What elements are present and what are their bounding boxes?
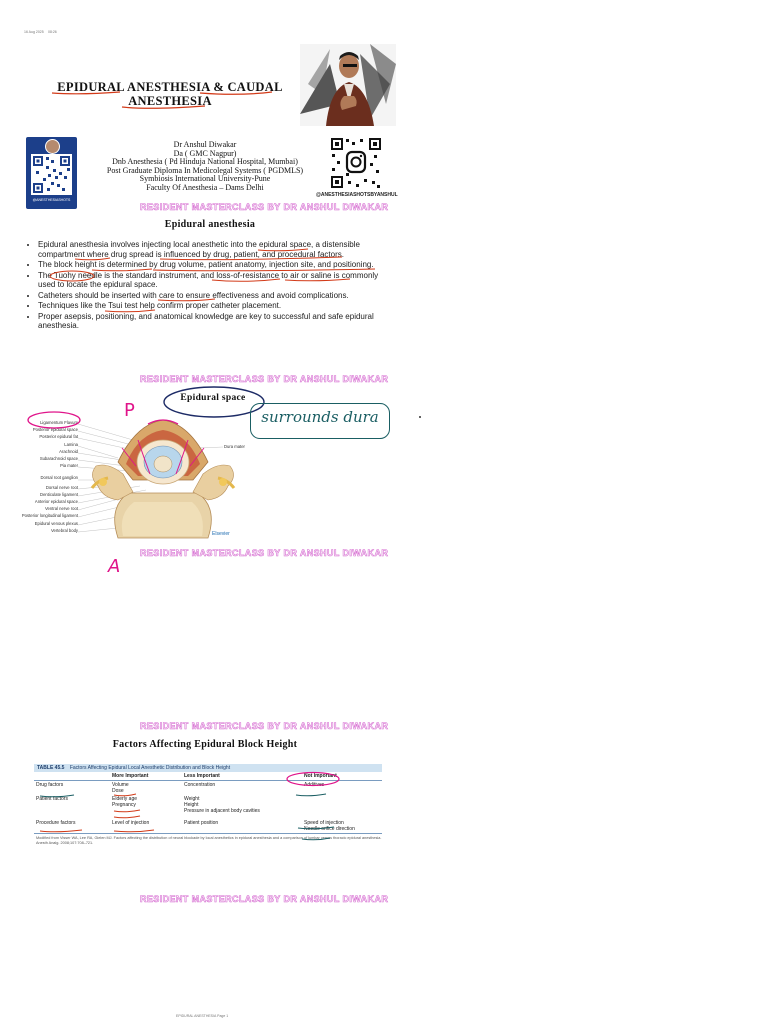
- cell-line: Volume: [112, 782, 129, 788]
- diagram-label: Ligamentum Flavum: [40, 420, 78, 425]
- diagram-label: Pia mater: [60, 463, 78, 468]
- author-line: Dr Anshul Diwakar: [173, 140, 237, 149]
- column-header: Not Important: [304, 773, 337, 779]
- watermark: RESIDENT MASTERCLASS BY DR ANSHUL DIWAKAR: [140, 548, 389, 558]
- watermark: RESIDENT MASTERCLASS BY DR ANSHUL DIWAKAR: [140, 374, 389, 384]
- header-date: 16 Aug 2025: [24, 30, 44, 34]
- table-annotations: [34, 764, 382, 844]
- diagram-label: Lamina: [64, 442, 78, 447]
- cell-line: Elderly age: [112, 796, 138, 802]
- qr-code-right: [330, 137, 382, 189]
- author-line: Post Graduate Diploma In Medicolegal Systems ( PGDMLS): [106, 165, 304, 175]
- table-cell: Patient factors: [36, 796, 68, 802]
- diagram-label: Subarachnoid space: [39, 456, 78, 461]
- author-line: Faculty Of Anesthesia – Dams Delhi: [146, 182, 264, 192]
- page-footer: EPIDURAL ANESTHESIA Page 1: [176, 1014, 229, 1018]
- label-circle-annotation: [26, 408, 86, 430]
- column-header: More Important: [112, 773, 149, 779]
- table-cell: Concentration: [184, 782, 216, 788]
- list-item: • Epidural anesthesia involves injecting local anesthetic into the epidural space, a distensible compartment where drug spread is influenced by drug, patient, and procedural factors.: [38, 240, 380, 259]
- table-cell: Additives: [304, 782, 325, 788]
- diagram-label: Vertebral body: [50, 528, 78, 533]
- source-mark: Elsevier: [212, 531, 230, 537]
- watermark: RESIDENT MASTERCLASS BY DR ANSHUL DIWAKAR: [140, 721, 389, 731]
- title-line-1: EPIDURAL ANESTHESIA & CAUDAL: [57, 80, 283, 94]
- cell-line: Pressure in adjacent body cavities: [184, 808, 260, 814]
- handwritten-letter-p: P: [124, 400, 135, 421]
- list-item: • Proper asepsis, positioning, and anatomical knowledge are key to successful and safe epidural anesthesia.: [38, 312, 380, 331]
- handwritten-letter-a: A: [108, 556, 121, 577]
- qr-code-left: [31, 154, 72, 195]
- watermark: RESIDENT MASTERCLASS BY DR ANSHUL DIWAKAR: [140, 894, 389, 904]
- author-line: Symbiosis International University-Pune: [139, 174, 271, 183]
- section-heading: Epidural anesthesia: [164, 219, 256, 230]
- list-item: • The Tuohy needle is the standard instrument, and loss-of-resistance to air or saline is commonly used to locate the epidural space.: [38, 271, 380, 290]
- diagram-label: Posterior epidural space: [32, 427, 78, 432]
- table-cell: Level of injection: [112, 820, 150, 826]
- diagram-label: Denticulate ligament: [40, 492, 78, 497]
- avatar: [45, 139, 60, 154]
- list-item: • The block height is determined by drug volume, patient anatomy, injection site, and positioning.: [38, 260, 380, 270]
- diagram-label: Dorsal root ganglion: [40, 475, 78, 480]
- epidural-anatomy-diagram: [78, 418, 248, 540]
- cell-line: Height: [184, 802, 199, 808]
- author-photo: [300, 44, 396, 126]
- stray-dot: [419, 416, 421, 418]
- diagram-label: Ventral nerve root: [44, 506, 78, 511]
- list-item: • Techniques like the Tsui test help confirm proper catheter placement.: [38, 301, 380, 311]
- header-time: 08:26: [48, 30, 57, 34]
- table-footnote: Modified from Visser WA, Lee RA, Gielen MJ. Factors affecting the distribution of neural blockade by local anesthetics in epidural anesthesia and a comparison of lumbar versus thoracic epidural anesthesia. Anesth Analg. 2008;107:708–721.: [36, 836, 382, 845]
- diagram-label: Anterior epidural space: [34, 499, 78, 504]
- qr-code-icon: [330, 137, 382, 189]
- bullet-annotations: [30, 240, 380, 340]
- cell-line: Pregnancy: [112, 802, 136, 808]
- author-line: Da ( GMC Nagpur): [173, 148, 237, 158]
- diagram-label: Epidural venous plexus: [34, 521, 78, 526]
- cell-line: Weight: [184, 796, 200, 802]
- table-cell: Procedure factors: [36, 820, 76, 826]
- diagram-label: Dorsal nerve root: [45, 485, 78, 490]
- qr-code-icon: [31, 154, 72, 195]
- instagram-handle: @ANESTHESIASHOTSBYANSHUL: [316, 192, 398, 198]
- author-line: Dnb Anesthesia ( Pd Hinduja National Hospital, Mumbai): [112, 157, 298, 166]
- watermark: RESIDENT MASTERCLASS BY DR ANSHUL DIWAKAR: [140, 202, 389, 212]
- cell-line: Needle orifice direction: [304, 826, 355, 832]
- diagram-label: Posterior longitudinal ligament: [21, 513, 78, 518]
- list-item: • Catheters should be inserted with care to ensure effectiveness and avoid complications.: [38, 291, 380, 301]
- author-credits: [90, 141, 320, 192]
- title-line-2: ANESTHESIA: [128, 93, 212, 108]
- diagram-label: Arachnoid: [59, 449, 78, 454]
- dura-label: Dura mater: [224, 444, 245, 449]
- diagram-label-column: [20, 418, 78, 536]
- handwritten-note: surrounds dura: [261, 408, 379, 426]
- table-caption: Factors Affecting Epidural Local Anesthetic Distribution and Block Height: [69, 765, 231, 771]
- table-cell: Drug factors: [36, 782, 64, 788]
- table-number: TABLE 45.5: [37, 765, 65, 771]
- author-portrait-illustration: [300, 44, 396, 126]
- section-heading: Factors Affecting Epidural Block Height: [112, 739, 298, 750]
- left-card-handle: @ANESTHESIASHOTS: [32, 198, 71, 202]
- section-heading: Epidural space: [180, 393, 246, 403]
- column-header: Less Important: [184, 773, 220, 779]
- diagram-label: Posterior epidural fat: [39, 434, 78, 439]
- table-cell: Patient position: [184, 820, 219, 826]
- cell-line: Speed of injection: [304, 820, 344, 826]
- left-qr-card: [26, 137, 77, 209]
- cell-line: Dose: [112, 788, 124, 794]
- title-annotation: [40, 80, 300, 120]
